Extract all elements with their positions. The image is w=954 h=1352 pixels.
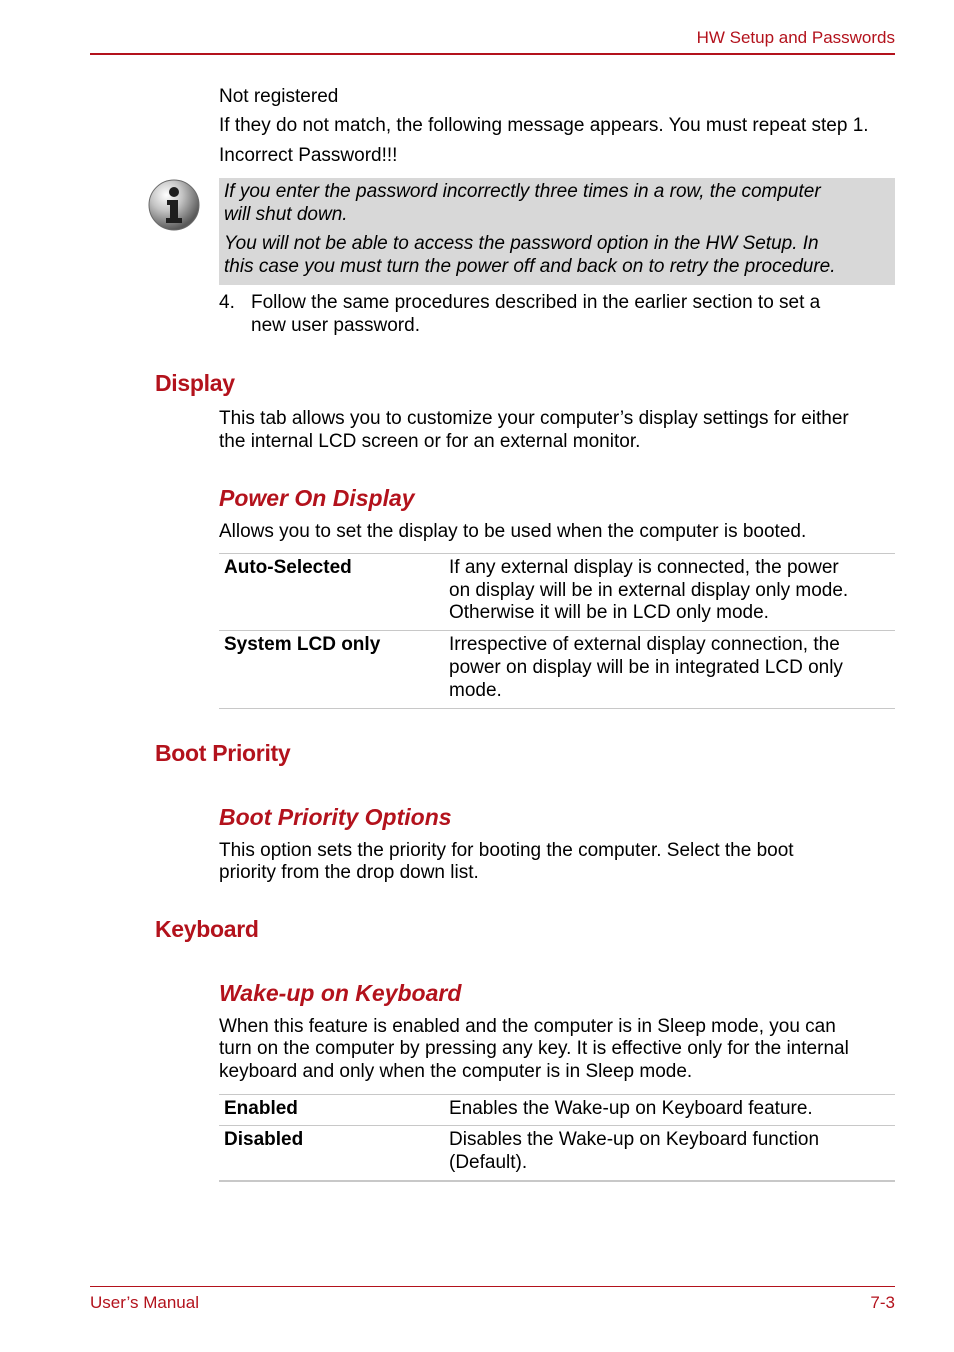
table-cell-line: mode.	[449, 680, 502, 701]
table-cell-line: (Default).	[449, 1152, 528, 1173]
page-number: 7-3	[870, 1293, 895, 1312]
paragraph-line: turn on the computer by pressing any key. It is effective only for the internal	[219, 1038, 849, 1059]
paragraph-line: When this feature is enabled and the computer is in Sleep mode, you can	[219, 1016, 836, 1037]
subheading-boot-priority-options: Boot Priority Options	[219, 804, 452, 830]
info-icon	[147, 178, 201, 232]
paragraph-line: priority from the drop down list.	[219, 862, 479, 883]
note-text-line: this case you must turn the power off and back on to retry the procedure.	[224, 256, 836, 277]
table-row-label: Auto-Selected	[224, 557, 352, 578]
footer-manual-title: User’s Manual	[90, 1293, 199, 1312]
note-text-line: You will not be able to access the password option in the HW Setup. In	[224, 233, 819, 254]
step-number: 4.	[219, 292, 235, 313]
table-row-label: System LCD only	[224, 634, 381, 655]
table-cell-line: Irrespective of external display connection, the	[449, 634, 840, 655]
footer-rule	[90, 1286, 895, 1287]
step-text: Follow the same procedures described in the earlier section to set a	[251, 292, 821, 313]
table-rule	[219, 1125, 895, 1126]
table-rule	[219, 1180, 895, 1182]
table-cell-line: power on display will be in integrated LCD only	[449, 657, 843, 678]
table-cell-line: Disables the Wake-up on Keyboard function	[449, 1129, 820, 1150]
running-header: HW Setup and Passwords	[696, 28, 895, 47]
table-row-label: Enabled	[224, 1098, 298, 1119]
subheading-power-on-display: Power On Display	[219, 485, 415, 511]
header-rule	[90, 53, 895, 55]
status-text: Not registered	[219, 86, 339, 107]
instruction-text: If they do not match, the following message appears. You must repeat step 1.	[219, 115, 869, 136]
table-rule	[219, 708, 895, 709]
note-text-line: will shut down.	[224, 204, 348, 225]
section-heading-keyboard: Keyboard	[155, 916, 259, 942]
table-cell-line: Otherwise it will be in LCD only mode.	[449, 602, 769, 623]
section-heading-boot-priority: Boot Priority	[155, 740, 291, 766]
table-rule	[219, 1094, 895, 1095]
paragraph-line: Allows you to set the display to be used when the computer is booted.	[219, 521, 807, 542]
table-rule	[219, 553, 895, 554]
section-heading-display: Display	[155, 370, 235, 396]
note-text-line: If you enter the password incorrectly three times in a row, the computer	[224, 181, 821, 202]
table-cell-line: on display will be in external display only mode.	[449, 580, 849, 601]
subheading-wake-up-on-keyboard: Wake-up on Keyboard	[219, 980, 462, 1006]
table-row-label: Disabled	[224, 1129, 304, 1150]
paragraph-line: the internal LCD screen or for an external monitor.	[219, 431, 641, 452]
paragraph-line: This tab allows you to customize your computer’s display settings for either	[219, 408, 849, 429]
table-rule	[219, 630, 895, 631]
paragraph-line: This option sets the priority for booting the computer. Select the boot	[219, 840, 794, 861]
step-text: new user password.	[251, 315, 420, 336]
table-cell-line: If any external display is connected, the power	[449, 557, 839, 578]
paragraph-line: keyboard and only when the computer is in Sleep mode.	[219, 1061, 693, 1082]
error-message-text: Incorrect Password!!!	[219, 145, 398, 166]
table-cell-line: Enables the Wake-up on Keyboard feature.	[449, 1098, 813, 1119]
